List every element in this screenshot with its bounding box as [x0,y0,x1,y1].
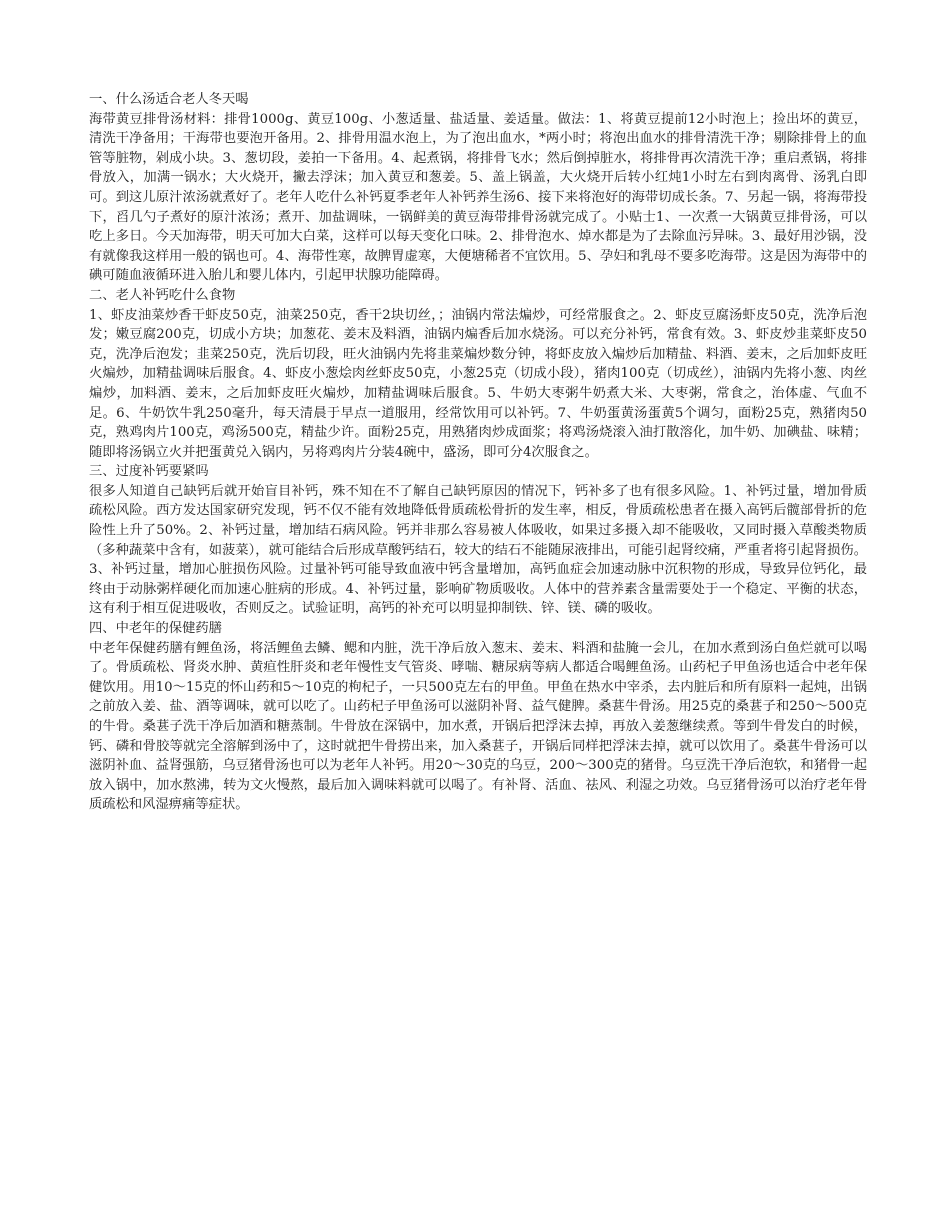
section-heading: 二、老人补钙吃什么食物 [89,287,236,303]
section-heading: 一、什么汤适合老人冬天喝 [89,92,249,107]
section-winter-soup [89,90,867,286]
document-page [89,90,867,815]
section-paragraph: 海带黄豆排骨汤材料：排骨1000g、黄豆100g、小葱适量、盐适量、姜适量。做法：1、将黄豆提前12小时泡上；捡出坏的黄豆，清洗干净备用；干海带也要泡开备用。2、排骨用温水泡上，为了泡出血水，*两小时；将泡出血水的排骨清洗干净；剔除排骨上的血管等脏物，剁成小块。3、葱切段，姜拍一下备用。4、起煮锅，将排骨飞水；然后倒掉脏水，将排骨再次清洗干净；重启煮锅，将排骨放入，加满一锅水；大火烧开，撇去浮沫；加入黄豆和葱姜。5、盖上锅盖，大火烧开后转小红炖1小时左右到肉离骨、汤乳白即可。到这儿原汁浓汤就煮好了。老年人吃什么补钙夏季老年人补钙养生汤6、接下来将泡好的海带切成长条。7、另起一锅，将海带投下，舀几勺子煮好的原汁浓汤；煮开、加盐调味，一锅鲜美的黄豆海带排骨汤就完成了。小贴士1、一次煮一大锅黄豆排骨汤，可以吃上多日。今天加海带，明天可加大白菜，这样可以每天变化口味。2、排骨泡水、焯水都是为了去除血污异味。3、最好用沙锅，没有就像我这样用一般的锅也可。4、海带性寒，故脾胃虚寒，大便塘稀者不宜饮用。5、孕妇和乳母不要多吃海带。这是因为海带中的碘可随血液循环进入胎儿和婴儿体内，引起甲状腺功能障碍。 [89,111,867,284]
section-calcium-foods [89,286,867,462]
section-heading: 三、过度补钙要紧吗 [89,464,209,480]
section-paragraph: 中老年保健药膳有鲤鱼汤，将活鲤鱼去鳞、鳃和内脏，洗干净后放入葱末、姜末、料酒和盐腌一会儿，在加水煮到汤白鱼烂就可以喝了。骨质疏松、肾炎水肿、黄疸性肝炎和老年慢性支气管炎、哮喘、糖尿病等病人都适合喝鲤鱼汤。山药杞子甲鱼汤也适合中老年保健饮用。用10～15克的怀山药和5～10克的枸杞子，一只500克左右的甲鱼。甲鱼在热水中宰杀，去内脏后和所有原料一起炖，出锅之前放入姜、盐、酒等调味，就可以吃了。山药杞子甲鱼汤可以滋阴补肾、益气健脾。桑葚牛骨汤。用25克的桑葚子和250～500克的牛骨。桑葚子洗干净后加酒和糖蒸制。牛骨放在深锅中，加水煮，开锅后把浮沫去掉，再放入姜葱继续煮。等到牛骨发白的时候，钙、磷和骨胶等就完全溶解到汤中了，这时就把牛骨捞出来，加入桑葚子，开锅后同样把浮沫去掉，就可以饮用了。桑葚牛骨汤可以滋阴补血、益肾强筋，乌豆猪骨汤也可以为老年人补钙。用20～30克的乌豆，200～300克的猪骨。乌豆洗干净后泡软，和猪骨一起放入锅中，加水熬沸，转为文火慢熬，最后加入调味料就可以喝了。有补肾、活血、祛风、利湿之功效。乌豆猪骨汤可以治疗老年骨质疏松和风湿痹痛等症状。 [89,640,867,813]
section-heading: 四、中老年的保健药膳 [89,621,222,637]
section-medicinal-diet [89,619,867,815]
section-excess-calcium [89,462,867,619]
section-paragraph: 很多人知道自己缺钙后就开始盲目补钙，殊不知在不了解自己缺钙原因的情况下，钙补多了也有很多风险。1、补钙过量，增加骨质疏松风险。西方发达国家研究发现，钙不仅不能有效地降低骨质疏松骨折的发生率，相反，骨质疏松患者在摄入高钙后髋部骨折的危险性上升了50%。2、补钙过量，增加结石病风险。钙并非那么容易被人体吸收，如果过多摄入却不能吸收，又同时摄入草酸类物质（多种蔬菜中含有，如菠菜），就可能结合后形成草酸钙结石，较大的结石不能随尿液排出，可能引起肾绞痛，严重者将引起肾损伤。3、补钙过量，增加心脏损伤风险。过量补钙可能导致血液中钙含量增加，高钙血症会加速动脉中沉积物的形成，导致异位钙化，最终由于动脉粥样硬化而加速心脏病的形成。4、补钙过量，影响矿物质吸收。人体中的营养素含量需要处于一个稳定、平衡的状态，这有利于相互促进吸收，否则反之。试验证明，高钙的补充可以明显抑制铁、锌、镁、磷的吸收。 [89,483,867,617]
section-paragraph: 1、虾皮油菜炒香干虾皮50克，油菜250克，香干2块切丝，；油锅内常法煸炒，可经常服食之。2、虾皮豆腐汤虾皮50克，洗净后泡发；嫩豆腐200克，切成小方块；加葱花、姜末及料酒，油锅内煸香后加水烧汤。可以充分补钙，常食有效。3、虾皮炒韭菜虾皮50克，洗净后泡发；韭菜250克，洗后切段，旺火油锅内先将韭菜煸炒数分钟，将虾皮放入煸炒后加精盐、料酒、姜末，之后加虾皮旺火煸炒，加精盐调味后服食。4、虾皮小葱烩肉丝虾皮50克，小葱25克（切成小段），猪肉100克（切成丝），油锅内先将小葱、肉丝煸炒，加料酒、姜末，之后加虾皮旺火煸炒，加精盐调味后服食。5、牛奶大枣粥牛奶煮大米、大枣粥，常食之，治体虚、气血不足。6、牛奶饮牛乳250毫升，每天清晨于早点一道服用，经常饮用可以补钙。7、牛奶蛋黄汤蛋黄5个调匀，面粉25克，熟猪肉50克，熟鸡肉片100克，鸡汤500克，精盐少许。面粉25克，用熟猪肉炒成面浆；将鸡汤烧滚入油打散溶化，加牛奶、加碘盐、味精；随即将汤锅立火并把蛋黄兑入锅内，另将鸡肉片分装4碗中，盛汤，即可分4次服食之。 [89,307,867,460]
